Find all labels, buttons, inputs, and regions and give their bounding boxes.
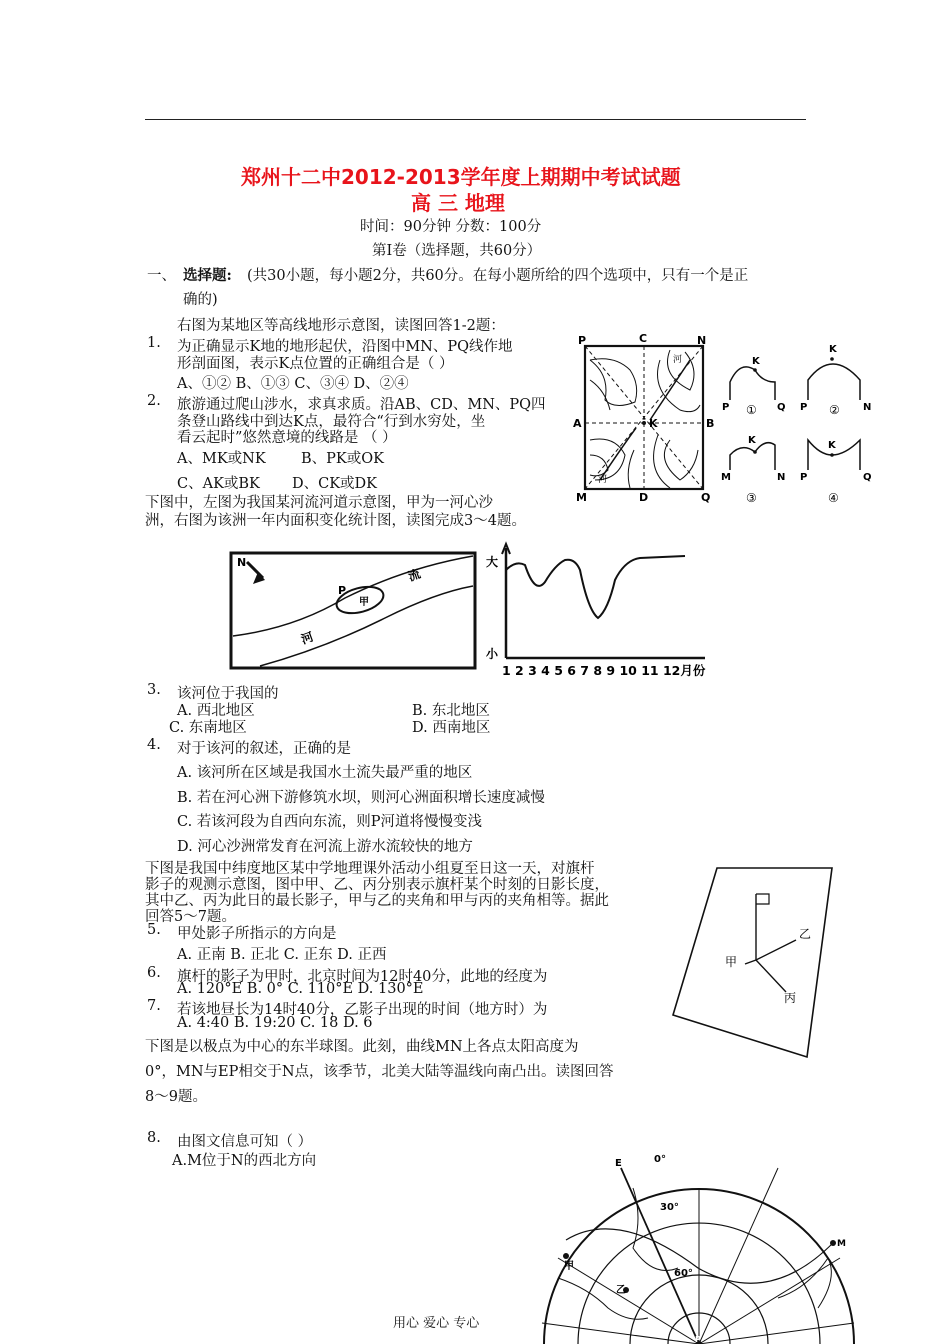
profile3-left: M (721, 472, 731, 483)
contour-label-a: A (573, 417, 582, 430)
polar-yi: 乙 (616, 1285, 626, 1296)
intro-q3-4: 下图中，左图为我国某河流河道示意图，甲为一河心沙 (145, 495, 493, 511)
profile4-k: K (828, 440, 836, 451)
flagpole-bing: 丙 (784, 991, 797, 1005)
intro-q8-9-cont2: 8～9题。 (145, 1089, 207, 1105)
polar-p: P (695, 1335, 701, 1344)
q2-option-c: C、AK或BK (177, 476, 260, 492)
profile4-num: ④ (828, 491, 839, 505)
polar-deg60: 60° (674, 1268, 693, 1279)
q7-options: A. 4:40 B. 19:20 C. 18 D. 6 (177, 1015, 373, 1031)
q3-number: 3. (147, 682, 161, 698)
intro-q5-7: 下图是我国中纬度地区某中学地理课外活动小组夏至日这一天，对旗杆 (145, 861, 595, 877)
river-map-jia: 甲 (359, 597, 369, 608)
profile4-left: P (800, 472, 808, 483)
exam-title: 郑州十二中2012-2013学年度上期期中考试试题 (241, 165, 681, 189)
polar-e: E (615, 1158, 622, 1169)
q4-option-a: A. 该河所在区域是我国水土流失最严重的地区 (177, 765, 473, 781)
contour-label-k: K (649, 417, 658, 430)
area-chart-months: 1 2 3 4 5 6 7 8 9 10 11 12月份 (502, 663, 706, 678)
contour-label-q: Q (701, 491, 711, 504)
contour-river-label: 河 (673, 355, 683, 365)
q7-stem: 若该地昼长为14时40分，乙影子出现的时间（地方时）为 (177, 1002, 548, 1018)
river-map-p: P (338, 584, 347, 597)
q5-number: 5. (147, 922, 161, 938)
section-number: 一、 (147, 268, 176, 284)
section-desc: (共30小题，每小题2分，共60分。在每小题所给的四个选项中，只有一个是正 (247, 268, 749, 284)
contour-label-c: C (639, 332, 648, 345)
exam-subtitle: 高 三 地理 (411, 191, 505, 215)
profile1-num: ① (746, 403, 757, 417)
q3-option-a: A. 西北地区 (177, 703, 255, 719)
profile4-right: Q (863, 472, 872, 483)
q4-stem: 对于该河的叙述，正确的是 (177, 741, 351, 757)
river-map-n: N (237, 556, 247, 569)
q1-options: A、①② B、①③ C、③④ D、②④ (177, 376, 409, 392)
q2-stem: 旅游通过爬山涉水，求真求质。沿AB、CD、MN、PQ四 (177, 397, 546, 413)
polar-deg30: 30° (660, 1202, 679, 1213)
q3-option-c: C. 东南地区 (169, 720, 247, 736)
q8-number: 8. (147, 1130, 161, 1146)
q2-option-b: B、PK或OK (301, 451, 384, 467)
q2-stem-cont2: 看云起时”悠然意境的线路是 （ ） (177, 430, 397, 446)
q6-number: 6. (147, 965, 161, 981)
q4-option-b: B. 若在河心洲下游修筑水坝，则河心洲面积增长速度减慢 (177, 790, 545, 806)
q1-stem-cont: 形剖面图，表示K点位置的正确组合是（ ） (177, 356, 454, 372)
contour-label-p: P (578, 334, 587, 347)
q2-stem-cont: 条登山路线中到达K点，最符合“行到水穷处，坐 (177, 414, 486, 430)
intro-q1-2: 右图为某地区等高线地形示意图，读图回答1-2题： (177, 318, 505, 334)
area-chart-figure (480, 540, 730, 685)
contour-label-n: N (697, 334, 707, 347)
profile3-num: ③ (746, 491, 757, 505)
q3-option-b: B. 东北地区 (412, 703, 490, 719)
contour-label-m: M (576, 491, 587, 504)
q1-number: 1. (147, 335, 161, 351)
q4-option-d: D. 河心沙洲常发育在河流上游水流较快的地方 (177, 839, 473, 855)
q4-number: 4. (147, 737, 161, 753)
intro-q8-9-cont: 0°，MN与EP相交于N点，该季节，北美大陆等温线向南凸出。读图回答 (145, 1064, 614, 1080)
profile2-k: K (829, 344, 837, 355)
q7-number: 7. (147, 998, 161, 1014)
intro-q3-4-cont: 洲，右图为该洲一年内面积变化统计图，读图完成3～4题。 (145, 513, 526, 529)
profile3-k: K (748, 435, 756, 446)
profile3-right: N (777, 472, 786, 483)
profile1-left: P (722, 402, 730, 413)
intro-q8-9: 下图是以极点为中心的东半球图。此刻，曲线MN上各点太阳高度为 (145, 1039, 579, 1055)
q4-option-c: C. 若该河段为自西向东流，则P河道将慢慢变浅 (177, 814, 483, 830)
q6-stem: 旗杆的影子为甲时，北京时间为12时40分，此地的经度为 (177, 969, 548, 985)
contour-label-b: B (706, 417, 715, 430)
q2-number: 2. (147, 393, 161, 409)
contour-label-d: D (639, 491, 649, 504)
intro-q5-7-cont3: 回答5～7题。 (145, 909, 236, 925)
section-label: 选择题: (183, 267, 232, 284)
polar-jia: 甲 (564, 1261, 574, 1272)
time-score: 时间：90分钟 分数：100分 (360, 219, 542, 235)
polar-deg0: 0° (654, 1154, 666, 1165)
flagpole-yi: 乙 (799, 927, 812, 941)
q2-option-d: D、CK或DK (292, 476, 378, 492)
profile1-k: K (752, 356, 760, 367)
contour-figure (570, 330, 890, 510)
contour-river-label-2: 河 (598, 475, 608, 485)
profile2-num: ② (829, 403, 840, 417)
q6-options: A. 120°E B. 0° C. 110°E D. 130°E (177, 981, 424, 997)
profile1-right: Q (777, 402, 786, 413)
section-desc-cont: 确的) (183, 292, 218, 308)
river-map-figure (225, 548, 485, 673)
area-chart-big: 大 (486, 555, 499, 569)
q3-option-d: D. 西南地区 (412, 720, 491, 736)
area-chart-small: 小 (486, 647, 499, 661)
q3-stem: 该河位于我国的 (177, 686, 279, 702)
q1-stem: 为正确显示K地的地形起伏，沿图中MN、PQ线作地 (177, 339, 513, 355)
profile2-left: P (800, 402, 808, 413)
volume-heading: 第Ⅰ卷（选择题，共60分） (372, 243, 542, 259)
q2-option-a: A、MK或NK (177, 451, 266, 467)
river-map-liu: 流 (406, 566, 423, 584)
flagpole-jia: 甲 (725, 955, 738, 969)
profile2-right: N (863, 402, 872, 413)
intro-q5-7-cont2: 其中乙、丙为此日的最长影子，甲与乙的夹角和甲与丙的夹角相等。据此 (145, 893, 609, 909)
header-rule (145, 119, 806, 120)
polar-map-figure (538, 1148, 873, 1344)
q8-option-a: A.M位于N的西北方向 (172, 1153, 317, 1169)
q8-stem: 由图文信息可知（ ） (177, 1134, 313, 1150)
river-map-he: 河 (299, 629, 316, 647)
intro-q5-7-cont: 影子的观测示意图，图中甲、乙、丙分别表示旗杆某个时刻的日影长度， (145, 877, 609, 893)
q5-options: A. 正南 B. 正北 C. 正东 D. 正西 (177, 947, 387, 963)
footer-slogan: 用心 爱心 专心 (393, 1316, 480, 1331)
q5-stem: 甲处影子所指示的方向是 (177, 926, 337, 942)
flagpole-figure (665, 860, 865, 1065)
polar-m: M (837, 1239, 846, 1249)
